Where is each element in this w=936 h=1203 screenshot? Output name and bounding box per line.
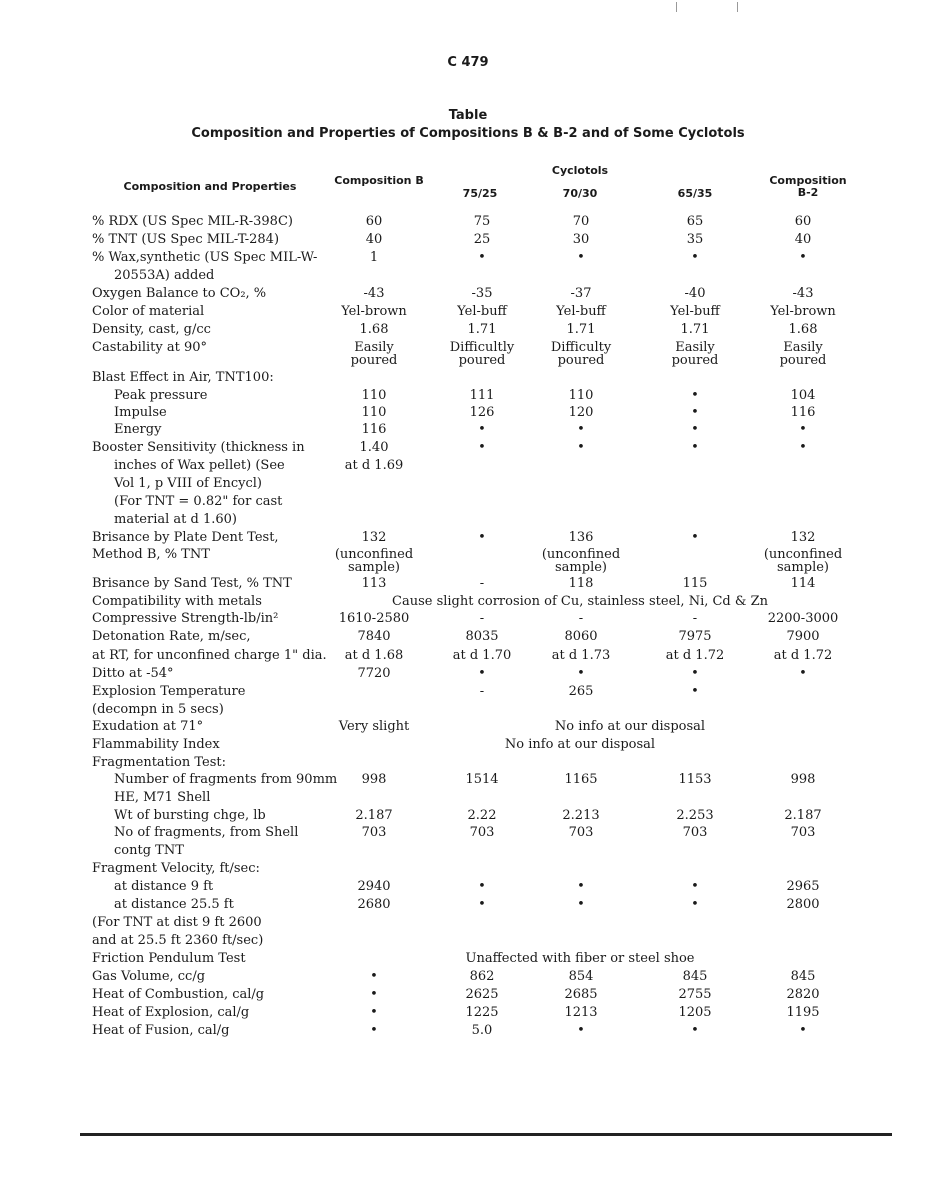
table-cell: sample) [555, 560, 607, 575]
table-cell: Yel-buff [457, 304, 507, 319]
table-cell: 1.71 [467, 322, 497, 337]
table-cell: 132 [361, 530, 387, 545]
table-cell: -43 [363, 286, 385, 301]
table-cell: 7900 [786, 629, 820, 644]
table-cell: 703 [568, 825, 594, 840]
table-cell: • [799, 250, 807, 265]
table-cell: - [479, 684, 485, 699]
table-cell: • [577, 879, 585, 894]
table-cell: • [370, 987, 378, 1002]
row-label: Density, cast, g/cc [92, 322, 211, 337]
table-cell: 998 [361, 772, 387, 787]
table-cell: • [691, 879, 699, 894]
table-cell: Easily [354, 340, 394, 355]
row-label: % RDX (US Spec MIL-R-398C) [92, 214, 293, 229]
table-cell: • [478, 250, 486, 265]
footer-rule [80, 1133, 892, 1136]
table-cell: 2680 [357, 897, 391, 912]
table-cell: 8035 [465, 629, 499, 644]
table-cell: 1610-2580 [338, 611, 410, 626]
table-cell: 1205 [678, 1005, 712, 1020]
table-cell: • [577, 440, 585, 455]
table-cell: • [370, 1005, 378, 1020]
row-label: 20553A) added [114, 268, 215, 283]
table-cell: 110 [361, 405, 387, 420]
table-cell: 65 [686, 214, 704, 229]
table-cell: at d 1.72 [773, 648, 833, 663]
table-cell: (unconfined [334, 547, 414, 562]
table-cell: • [799, 440, 807, 455]
table-cell: 1225 [465, 1005, 499, 1020]
table-cell: 110 [568, 388, 594, 403]
table-cell: 2800 [786, 897, 820, 912]
table-cell: 2965 [786, 879, 820, 894]
table-cell: Yel-buff [670, 304, 720, 319]
row-label: Detonation Rate, m/sec, [92, 629, 251, 644]
table-cell: -37 [570, 286, 592, 301]
table-cell: • [478, 422, 486, 437]
table-cell: 115 [682, 576, 708, 591]
col-header-70-30: 70/30 [562, 187, 598, 200]
table-cell: 2200-3000 [767, 611, 839, 626]
table-cell: 60 [365, 214, 383, 229]
table-cell: 126 [469, 405, 495, 420]
table-cell: 1213 [564, 1005, 598, 1020]
table-cell: 25 [473, 232, 491, 247]
table-cell: 703 [682, 825, 708, 840]
cyclotols-group-header: Cyclotols [551, 164, 609, 177]
row-label: (For TNT = 0.82" for cast [114, 494, 283, 509]
table-cell: 75 [473, 214, 491, 229]
row-label: contg TNT [114, 843, 184, 858]
row-label: Blast Effect in Air, TNT100: [92, 370, 274, 385]
table-cell: 1153 [678, 772, 712, 787]
row-label: at RT, for unconfined charge 1" dia. [92, 648, 327, 663]
table-cell: 35 [686, 232, 704, 247]
table-cell: - [578, 611, 584, 626]
table-cell: 998 [790, 772, 816, 787]
row-label: Booster Sensitivity (thickness in [92, 440, 305, 455]
table-cell: 1.68 [359, 322, 389, 337]
table-cell: 703 [469, 825, 495, 840]
table-cell: • [478, 530, 486, 545]
table-cell: sample) [777, 560, 829, 575]
row-label: Compatibility with metals [92, 594, 262, 609]
row-label: Brisance by Sand Test, % TNT [92, 576, 292, 591]
table-cell: • [370, 1023, 378, 1038]
table-cell: 5.0 [471, 1023, 493, 1038]
row-label: Brisance by Plate Dent Test, [92, 530, 279, 545]
table-cell: 7720 [357, 666, 391, 681]
table-cell: 136 [568, 530, 594, 545]
table-cell: Yel-brown [341, 304, 407, 319]
table-cell: • [691, 897, 699, 912]
table-cell: Yel-brown [770, 304, 836, 319]
table-cell: 1 [369, 250, 379, 265]
spanning-cell: Unaffected with fiber or steel shoe [465, 951, 695, 966]
table-cell: 7975 [678, 629, 712, 644]
table-cell: poured [671, 353, 719, 368]
table-cell: 265 [568, 684, 594, 699]
row-label: Impulse [114, 405, 167, 420]
table-cell: 132 [790, 530, 816, 545]
table-cell: poured [350, 353, 398, 368]
table-cell: 60 [794, 214, 812, 229]
table-cell: • [691, 666, 699, 681]
table-cell: 845 [790, 969, 816, 984]
table-cell: 118 [568, 576, 594, 591]
row-label: and at 25.5 ft 2360 ft/sec) [92, 933, 264, 948]
row-label: Heat of Fusion, cal/g [92, 1023, 230, 1038]
table-cell: 40 [794, 232, 812, 247]
col-header-75-25: 75/25 [462, 187, 498, 200]
table-cell: 2625 [465, 987, 499, 1002]
table-cell: (unconfined [541, 547, 621, 562]
row-label: Explosion Temperature [92, 684, 246, 699]
table-cell: 40 [365, 232, 383, 247]
table-cell: Yel-buff [556, 304, 606, 319]
table-cell: 845 [682, 969, 708, 984]
table-cell: • [478, 440, 486, 455]
table-cell: • [691, 684, 699, 699]
row-label: % Wax,synthetic (US Spec MIL-W- [92, 250, 318, 265]
table-cell: at d 1.70 [452, 648, 512, 663]
table-cell: 2820 [786, 987, 820, 1002]
table-cell: 2.187 [355, 808, 393, 823]
row-label: Energy [114, 422, 162, 437]
table-cell: 854 [568, 969, 594, 984]
row-label: (decompn in 5 secs) [92, 702, 224, 717]
table-cell: at d 1.72 [665, 648, 725, 663]
col-header-composition-b: Composition B [334, 174, 424, 187]
table-cell: • [691, 250, 699, 265]
table-cell: 116 [361, 422, 387, 437]
row-label: at distance 25.5 ft [114, 897, 234, 912]
table-cell: poured [779, 353, 827, 368]
spanning-cell: No info at our disposal [554, 719, 706, 734]
row-label: HE, M71 Shell [114, 790, 211, 805]
table-cell: 2685 [564, 987, 598, 1002]
table-cell: • [799, 666, 807, 681]
table-cell: sample) [348, 560, 400, 575]
row-label: material at d 1.60) [114, 512, 237, 527]
table-cell: 2.22 [467, 808, 497, 823]
table-cell: 111 [469, 388, 495, 403]
table-cell: 116 [790, 405, 816, 420]
table-cell: • [691, 422, 699, 437]
spanning-cell: Cause slight corrosion of Cu, stainless steel, Ni, Cd & Zn [392, 594, 768, 609]
table-cell: Difficultly [449, 340, 515, 355]
table-cell: 2755 [678, 987, 712, 1002]
table-cell: 30 [572, 232, 590, 247]
table-cell: • [691, 388, 699, 403]
row-label: Ditto at -54° [92, 666, 174, 681]
table-cell: 703 [361, 825, 387, 840]
table-cell: - [479, 576, 485, 591]
table-cell: • [691, 440, 699, 455]
table-cell: Very slight [338, 719, 410, 734]
table-cell: 8060 [564, 629, 598, 644]
row-label: Castability at 90° [92, 340, 207, 355]
table-cell: • [478, 879, 486, 894]
table-cell: 70 [572, 214, 590, 229]
table-cell: 2940 [357, 879, 391, 894]
table-cell: at d 1.73 [551, 648, 611, 663]
table-cell: 2.213 [562, 808, 600, 823]
table-cell: 2.253 [676, 808, 714, 823]
row-label: Oxygen Balance to CO₂, % [92, 286, 267, 301]
row-label: Heat of Combustion, cal/g [92, 987, 265, 1002]
table-cell: Easily [783, 340, 823, 355]
row-label: Flammability Index [92, 737, 220, 752]
table-cell: • [478, 666, 486, 681]
col-header-65-35: 65/35 [677, 187, 713, 200]
row-label: Gas Volume, cc/g [92, 969, 206, 984]
table-cell: Easily [675, 340, 715, 355]
table-cell: 1165 [564, 772, 598, 787]
table-cell: Difficulty [550, 340, 612, 355]
row-label: Wt of bursting chge, lb [114, 808, 266, 823]
row-label: Compressive Strength-lb/in² [92, 611, 279, 626]
table-cell: • [478, 897, 486, 912]
row-label: Fragmentation Test: [92, 755, 227, 770]
row-label: Number of fragments from 90mm [114, 772, 338, 787]
col-header-composition-b2: Composition B-2 [769, 174, 847, 199]
table-title: Table [448, 108, 488, 123]
table-cell: • [577, 666, 585, 681]
table-cell: 114 [790, 576, 816, 591]
table-cell: 104 [790, 388, 816, 403]
row-label: Peak pressure [114, 388, 208, 403]
row-label: Friction Pendulum Test [92, 951, 246, 966]
table-cell: • [577, 250, 585, 265]
table-cell: 1.71 [566, 322, 596, 337]
row-label: inches of Wax pellet) (See [114, 458, 285, 473]
row-label: No of fragments, from Shell [114, 825, 299, 840]
table-cell: • [691, 405, 699, 420]
table-cell: poured [458, 353, 506, 368]
table-cell: • [799, 1023, 807, 1038]
table-cell: poured [557, 353, 605, 368]
row-label: Method B, % TNT [92, 547, 210, 562]
table-cell: - [479, 611, 485, 626]
row-label: (For TNT at dist 9 ft 2600 [92, 915, 262, 930]
row-label: Fragment Velocity, ft/sec: [92, 861, 260, 876]
table-subtitle: Composition and Properties of Compositions B & B-2 and of Some Cyclotols [191, 126, 745, 141]
table-cell: 2.187 [784, 808, 822, 823]
row-label: at distance 9 ft [114, 879, 214, 894]
table-cell: 1.40 [359, 440, 389, 455]
table-cell: • [577, 897, 585, 912]
row-label: % TNT (US Spec MIL-T-284) [92, 232, 280, 247]
table-cell: 862 [469, 969, 495, 984]
row-label: Heat of Explosion, cal/g [92, 1005, 250, 1020]
table-cell: 1.71 [680, 322, 710, 337]
table-cell: • [799, 422, 807, 437]
table-cell: • [370, 969, 378, 984]
table-cell: • [577, 1023, 585, 1038]
row-label: Vol 1, p VIII of Encycl) [114, 476, 262, 491]
table-cell: 120 [568, 405, 594, 420]
table-cell: -43 [792, 286, 814, 301]
row-label: Color of material [92, 304, 205, 319]
table-cell: • [577, 422, 585, 437]
table-cell: 703 [790, 825, 816, 840]
scan-mark [676, 2, 677, 12]
table-cell: 1195 [786, 1005, 820, 1020]
table-cell: at d 1.68 [344, 648, 404, 663]
row-label: Exudation at 71° [92, 719, 204, 734]
page-number: C 479 [447, 55, 489, 70]
table-cell: 113 [361, 576, 387, 591]
table-cell: • [691, 530, 699, 545]
scan-mark [737, 2, 738, 12]
table-cell: -40 [684, 286, 706, 301]
table-cell: 7840 [357, 629, 391, 644]
table-cell: - [692, 611, 698, 626]
table-cell: 1514 [465, 772, 499, 787]
table-cell: (unconfined [763, 547, 843, 562]
table-cell: -35 [471, 286, 493, 301]
table-cell: 110 [361, 388, 387, 403]
table-cell: at d 1.69 [344, 458, 404, 473]
row-header: Composition and Properties [123, 180, 297, 193]
table-cell: 1.68 [788, 322, 818, 337]
spanning-cell: No info at our disposal [504, 737, 656, 752]
table-cell: • [691, 1023, 699, 1038]
